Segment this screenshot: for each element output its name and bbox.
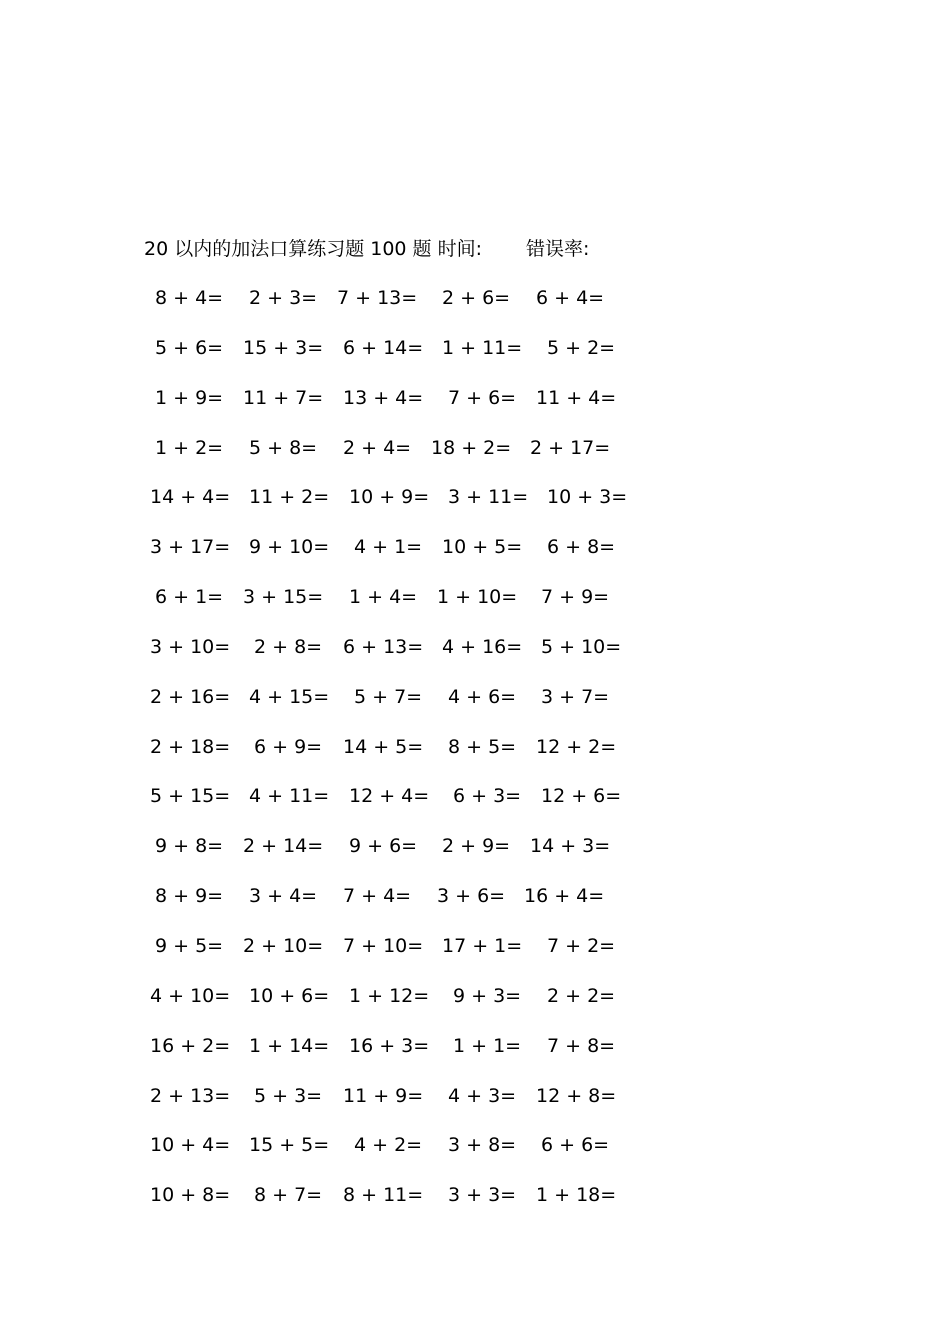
addition-problem: 7 + 4= [343,885,412,908]
addition-problem: 5 + 8= [249,436,318,459]
addition-problem: 1 + 4= [349,586,418,609]
problem-row [0,534,950,584]
addition-problem: 16 + 3= [349,1034,430,1057]
addition-problem: 7 + 6= [448,386,517,409]
addition-problem: 11 + 9= [343,1084,424,1107]
addition-problem: 3 + 4= [249,885,318,908]
addition-problem: 8 + 5= [448,735,517,758]
addition-problem: 6 + 4= [536,287,605,309]
addition-problem: 8 + 9= [155,885,224,908]
addition-problem: 2 + 2= [547,984,616,1007]
problem-row [0,1132,950,1182]
addition-problem: 2 + 4= [343,436,412,459]
addition-problem: 9 + 5= [155,934,224,957]
addition-problem: 3 + 17= [150,536,231,559]
addition-problem: 7 + 2= [547,934,616,957]
addition-problem: 8 + 11= [343,1184,424,1207]
addition-problem: 11 + 2= [249,486,330,509]
addition-problem: 2 + 13= [150,1084,231,1107]
addition-problem: 2 + 14= [243,835,324,858]
problem-row [0,285,950,335]
addition-problem: 4 + 10= [150,984,231,1007]
addition-problem: 6 + 6= [541,1134,610,1157]
addition-problem: 3 + 3= [448,1184,517,1207]
addition-problem: 9 + 6= [349,835,418,858]
problem-row [0,634,950,684]
addition-problem: 6 + 14= [343,336,424,359]
addition-problem: 17 + 1= [442,934,523,957]
addition-problem: 6 + 3= [453,785,522,808]
addition-problem: 5 + 3= [254,1084,323,1107]
addition-problem: 7 + 10= [343,934,424,957]
problem-row [0,684,950,734]
addition-problem: 1 + 12= [349,984,430,1007]
addition-problem: 10 + 3= [547,486,628,509]
problem-row [0,734,950,784]
addition-problem: 13 + 4= [343,386,424,409]
addition-problem: 8 + 4= [155,287,224,309]
addition-problem: 3 + 7= [541,685,610,708]
addition-problem: 2 + 6= [442,287,511,309]
addition-problem: 4 + 6= [448,685,517,708]
addition-problem: 2 + 10= [243,934,324,957]
worksheet-title: 20 以内的加法口算练习题 100 题 [144,238,432,260]
addition-problem: 5 + 10= [541,635,622,658]
problem-row [0,1033,950,1083]
addition-problem: 6 + 1= [155,586,224,609]
addition-problem: 3 + 15= [243,586,324,609]
addition-problem: 10 + 4= [150,1134,231,1157]
addition-problem: 14 + 3= [530,835,611,858]
addition-problem: 7 + 13= [337,287,418,309]
addition-problem: 15 + 5= [249,1134,330,1157]
addition-problem: 6 + 9= [254,735,323,758]
addition-problem: 2 + 17= [530,436,611,459]
addition-problem: 2 + 3= [249,287,318,309]
addition-problem: 16 + 2= [150,1034,231,1057]
addition-problem: 3 + 11= [448,486,529,509]
addition-problem: 4 + 16= [442,635,523,658]
addition-problem: 10 + 9= [349,486,430,509]
addition-problem: 1 + 11= [442,336,523,359]
addition-problem: 11 + 7= [243,386,324,409]
addition-problem: 5 + 6= [155,336,224,359]
addition-problem: 2 + 18= [150,735,231,758]
problem-row [0,883,950,933]
addition-problem: 1 + 9= [155,386,224,409]
problem-row [0,385,950,435]
addition-problem: 6 + 8= [547,536,616,559]
error-rate-label: 错误率: [526,238,590,260]
addition-problem: 14 + 4= [150,486,231,509]
problem-row [0,484,950,534]
addition-problem: 12 + 6= [541,785,622,808]
addition-problem: 3 + 8= [448,1134,517,1157]
problem-row [0,783,950,833]
addition-problem: 5 + 7= [354,685,423,708]
addition-problem: 1 + 1= [453,1034,522,1057]
addition-problem: 18 + 2= [431,436,512,459]
problem-row [0,335,950,385]
addition-problem: 12 + 2= [536,735,617,758]
addition-problem: 1 + 18= [536,1184,617,1207]
addition-problem: 14 + 5= [343,735,424,758]
addition-problem: 15 + 3= [243,336,324,359]
addition-problem: 2 + 8= [254,635,323,658]
addition-problem: 7 + 8= [547,1034,616,1057]
worksheet-header [144,236,589,262]
time-label: 时间: [437,238,483,260]
addition-problem: 5 + 15= [150,785,231,808]
addition-problem: 1 + 2= [155,436,224,459]
addition-problem: 1 + 10= [437,586,518,609]
problem-row [0,1083,950,1133]
addition-problem: 7 + 9= [541,586,610,609]
problem-row [0,833,950,883]
addition-problem: 1 + 14= [249,1034,330,1057]
addition-problem: 9 + 10= [249,536,330,559]
addition-problem: 9 + 8= [155,835,224,858]
addition-problem: 11 + 4= [536,386,617,409]
problem-row [0,983,950,1033]
addition-problem: 3 + 10= [150,635,231,658]
addition-problem: 4 + 3= [448,1084,517,1107]
addition-problem: 16 + 4= [524,885,605,908]
problem-row [0,1182,950,1232]
addition-problem: 4 + 1= [354,536,423,559]
addition-problem: 4 + 11= [249,785,330,808]
addition-problem: 4 + 15= [249,685,330,708]
addition-problem: 6 + 13= [343,635,424,658]
addition-problem: 10 + 8= [150,1184,231,1207]
addition-problem: 2 + 9= [442,835,511,858]
problem-row [0,933,950,983]
addition-problem: 2 + 16= [150,685,231,708]
problem-grid [0,285,950,1232]
addition-problem: 12 + 4= [349,785,430,808]
addition-problem: 10 + 5= [442,536,523,559]
addition-problem: 5 + 2= [547,336,616,359]
addition-problem: 3 + 6= [437,885,506,908]
problem-row [0,584,950,634]
problem-row [0,435,950,485]
addition-problem: 10 + 6= [249,984,330,1007]
addition-problem: 8 + 7= [254,1184,323,1207]
addition-problem: 4 + 2= [354,1134,423,1157]
addition-problem: 12 + 8= [536,1084,617,1107]
addition-problem: 9 + 3= [453,984,522,1007]
